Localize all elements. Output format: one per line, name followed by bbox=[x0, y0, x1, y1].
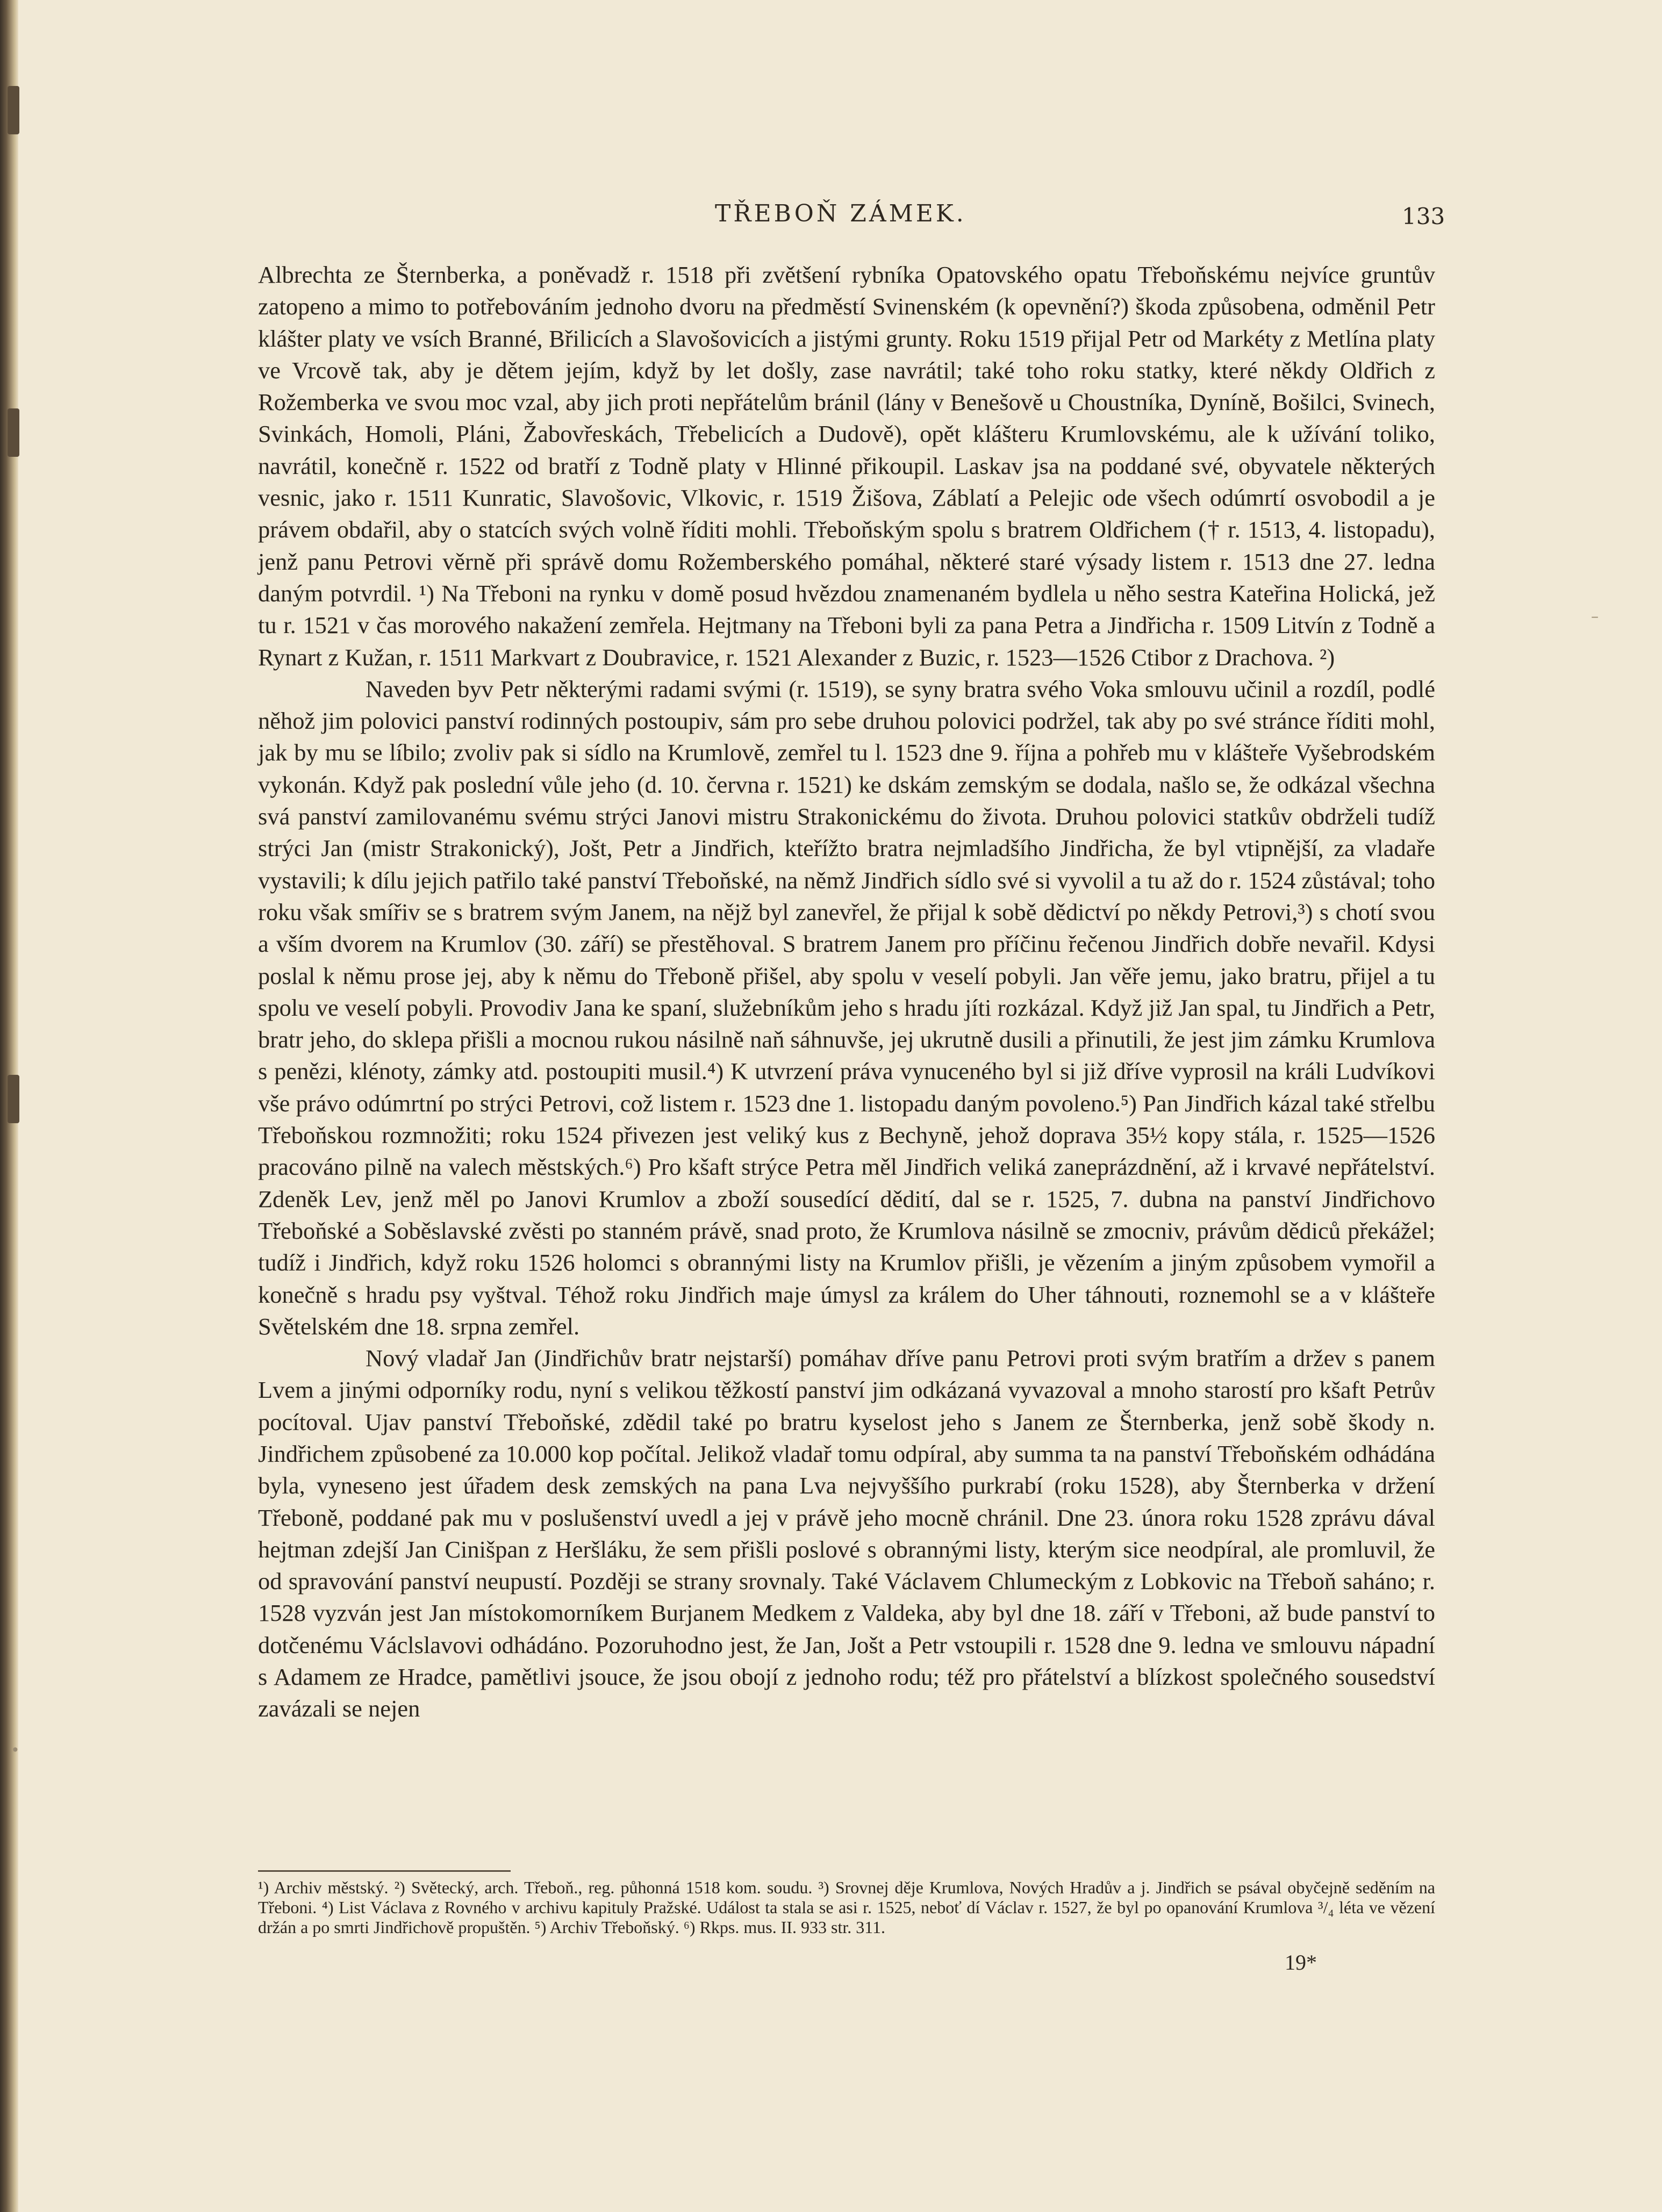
running-head: TŘEBOŇ ZÁMEK. bbox=[715, 200, 966, 227]
footnotes: ¹) Archiv městský. ²) Světecký, arch. Třeboň., reg. půhonná 1518 kom. soudu. ³) Srovnej děje Krumlova, Nových Hradův a j. Jindřich se psával obyčejně seděním na Třeboni. ⁴) List Václava z Rovného v archivu kapituly Pražské. Událost ta stala se asi r. 1525, neboť dí Václav r. 1527, že byl po opanování Krumlova ³/₄ léta ve vězení držán a po smrti Jindřichově propuštěn. ⁵) Archiv Třeboňský. ⁶) Rkps. mus. II. 933 str. 311. bbox=[258, 1878, 1435, 1937]
paragraph-3: Nový vladař Jan (Jindřichův bratr nejstarší) pomáhav dříve panu Petrovi proti svým bratřím a držev s panem Lvem a jinými odporníky rodu, nyní s velikou těžkostí panství jim odkázaná vyvazoval a mnoho starostí pro kšaft Petrův pocítoval. Ujav panství Třeboňské, zdědil také po bratru kyselost jeho s Janem ze Šternberka, jenž sobě škody n. Jindřichem způsobené za 10.000 kop počítal. Jelikož vladař tomu odpíral, aby summa ta na panství Třeboňském odhádána byla, vyneseno jest úřadem desk zemských na pana Lva nejvyššího purkrabí (roku 1528), aby Šternberka v držení Třeboně, poddané pak mu v poslušenství uvedl a jej v právě jeho mocně chránil. Dne 23. února roku 1528 zprávu dával hejtman zdejší Jan Cinišpan z Heršláku, že sem přišli poslové s obrannými listy, kterým sice neodpíral, ale promluvil, že od spravování panství neupustí. Později se strany srovnaly. Také Václavem Chlumeckým z Lobkovic na Třeboň saháno; r. 1528 vyzván jest Jan místokomorníkem Burjanem Medkem z Valdeka, aby byl dne 18. září v Třeboni, až bude panství to dotčenému Václslavovi odhádáno. Pozoruhodno jest, že Jan, Jošt a Petr vstoupili r. 1528 dne 9. ledna ve smlouvu nápadní s Adamem ze Hradce, pamětlivi jsouce, že jsou obojí z jednoho rodu; též pro přátelství a blízkost společného sousedství zavázali se nejen bbox=[258, 1345, 1435, 1722]
margin-dot: • bbox=[11, 1741, 20, 1759]
margin-dash: – bbox=[1591, 607, 1599, 625]
main-text bbox=[258, 259, 1435, 1725]
footnote-divider bbox=[258, 1870, 511, 1872]
paragraph-2: Naveden byv Petr některými radami svými (r. 1519), se syny bratra svého Voka smlouvu učinil a rozdíl, podlé něhož jim polovici panství rodinných postoupiv, sám pro sebe druhou polovici podržel, tak aby po své stránce říditi mohl, jak by mu se líbilo; zvoliv pak si sídlo na Krumlově, zemřel tu l. 1523 dne 9. října a pohřeb mu v klášteře Vyšebrodském vykonán. Když pak poslední vůle jeho (d. 10. června r. 1521) ke dskám zemským se dodala, našlo se, že odkázal všechna svá panství zamilovanému svému strýci Janovi mistru Strakonickému do života. Druhou polovici statkův obdrželi tudíž strýci Jan (mistr Strakonický), Jošt, Petr a Jindřich, kteřížto bratra nejmladšího Jindřicha, že byl vtipnější, za vladaře vystavili; k dílu jejich patřilo také panství Třeboňské, na němž Jindřich sídlo své si vyvolil a tu až do r. 1524 zůstával; toho roku však smířiv se s bratrem svým Janem, na nějž byl zanevřel, že přijal k sobě dědictví po někdy Petrovi,³) s chotí svou a vším dvorem na Krumlov (30. září) se přestěhoval. S bratrem Janem pro příčinu řečenou Jindřich dobře nevařil. Kdysi poslal k němu prose jej, aby k němu do Třeboně přišel, aby spolu v veselí pobyli. Jan věře jemu, jako bratru, přijel a tu spolu ve veselí pobyli. Provodiv Jana ke spaní, služebníkům jeho s hradu jíti rozkázal. Když již Jan spal, tu Jindřich a Petr, bratr jeho, do sklepa přišli a mocnou rukou násilně naň sáhnuvše, jej ukrutně dusili a přinutili, že jest jim zámku Krumlova s penězi, klénoty, zámky atd. postoupiti musil.⁴) K utvrzení práva vynuceného byl si již dříve vyprosil na králi Ludvíkovi vše právo odúmrtní po strýci Petrovi, což listem r. 1523 dne 1. listopadu daným povoleno.⁵) Pan Jindřich kázal také střelbu Třeboňskou rozmnožiti; roku 1524 přivezen jest veliký kus z Bechyně, jehož doprava 35½ kopy stála, r. 1525—1526 pracováno pilně na valech městských.⁶) Pro kšaft strýce Petra měl Jindřich veliká zaneprázdnění, až i krvavé nepřátelství. Zdeněk Lev, jenž měl po Janovi Krumlov a zboží sousedící dědití, dal se r. 1525, 7. dubna na panství Jindřichovo Třeboňské a Soběslavské zvěsti po stanném právě, snad proto, že Krumlova násilně se zmocniv, právům dědiců překážel; tudíž i Jindřich, když roku 1526 holomci s obrannými listy na Krumlov přišli, je vězením a jiným způsobem vymořil a konečně s hradu psy vyštval. Téhož roku Jindřich maje úmysl za králem do Uher táhnouti, roznemohl se a v klášteře Světelském dne 18. srpna zemřel. bbox=[258, 675, 1435, 1340]
signature-mark: 19* bbox=[1285, 1950, 1317, 1974]
page-number: 133 bbox=[1402, 203, 1445, 229]
paragraph-1: Albrechta ze Šternberka, a poněvadž r. 1518 při zvětšení rybníka Opatovského opatu Třeboňskému nejvíce gruntův zatopeno a mimo to potřebováním jednoho dvoru na předměstí Svinenském (k opevnění?) škoda způsobena, odměnil Petr klášter platy ve vsích Branné, Břilicích a Slavošovicích a jistými grunty. Roku 1519 přijal Petr od Markéty z Metlína platy ve Vrcově tak, aby je dětem jejím, když by let došly, zase navrátil; také toho roku statky, které někdy Oldřich z Rožemberka ve svou moc vzal, aby jich proti nepřátelům bránil (lány v Benešově u Choustníka, Dyníně, Bošilci, Svinech, Svinkách, Homoli, Pláni, Žabovřeskách, Třebelicích a Dudově), opět klášteru Krumlovskému, ale k užívání toliko, navrátil, konečně r. 1522 od bratří z Todně platy v Hlinné přikoupil. Laskav jsa na poddané své, obyvatele některých vesnic, jako r. 1511 Kunratic, Slavošovic, Vlkovic, r. 1519 Žišova, Záblatí a Pelejic ode všech odúmrtí osvobodil a je právem obdařil, aby o statcích svých volně říditi mohli. Třeboňským spolu s bratrem Oldřichem († r. 1513, 4. listopadu), jenž panu Petrovi věrně při správě domu Rožemberského pomáhal, některé staré výsady listem r. 1513 dne 27. ledna daným potvrdil. ¹) Na Třeboni na rynku v domě posud hvězdou znamenaném bydlela u něho sestra Kateřina Holická, jež tu r. 1521 v čas morového nakažení zemřela. Hejtmany na Třeboni byli za pana Petra a Jindřicha r. 1509 Litvín z Todně a Rynart z Kužan, r. 1511 Markvart z Doubravice, r. 1521 Alexander z Buzic, r. 1523—1526 Ctibor z Drachova. ²) bbox=[258, 261, 1435, 671]
